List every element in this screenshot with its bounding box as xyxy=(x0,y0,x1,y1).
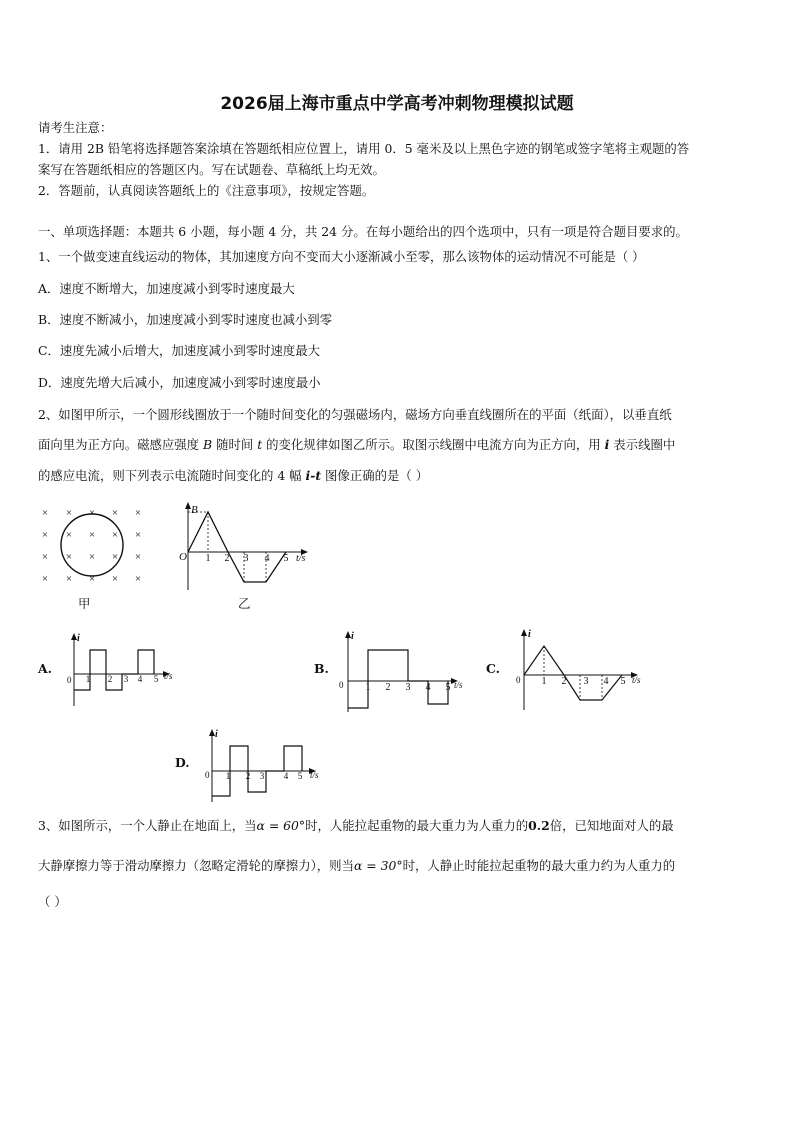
notice-item-1-line-1: 1．请用 2B 铅笔将选择题答案涂填在答题纸相应位置上，请用 0．5 毫米及以上黑色字迹的钢笔或签字笔将主观题的答 xyxy=(38,141,690,156)
q2-option-a-label: A. xyxy=(38,661,52,676)
q1-option-b: B．速度不断减小，加速度减小到零时速度也减小到零 xyxy=(38,312,333,327)
svg-text:4: 4 xyxy=(264,553,270,564)
figure-jia-label: 甲 xyxy=(78,596,91,611)
svg-text:3: 3 xyxy=(583,676,589,687)
svg-text:×: × xyxy=(111,551,119,563)
svg-text:i: i xyxy=(528,629,531,640)
svg-text:2: 2 xyxy=(224,553,230,564)
b-axis-label: B xyxy=(191,504,198,516)
q2-option-b-graph[interactable] xyxy=(334,628,474,716)
svg-text:×: × xyxy=(88,529,96,541)
q3-line-3: （ ） xyxy=(38,894,67,909)
svg-text:1: 1 xyxy=(541,676,547,687)
q2-option-c-graph[interactable] xyxy=(510,626,650,714)
svg-text:0: 0 xyxy=(205,770,210,780)
notice-item-2: 2．答题前，认真阅读答题纸上的《注意事项》，按规定答题。 xyxy=(38,183,375,198)
section-header: 一、单项选择题：本题共 6 小题，每小题 4 分，共 24 分。在每小题给出的四个选项中，只有一项是符合题目要求的。 xyxy=(38,224,688,239)
alpha-60: α = 60° xyxy=(256,818,306,833)
svg-text:i: i xyxy=(351,631,354,642)
q2-option-d-label: D. xyxy=(175,755,190,770)
coil-circle xyxy=(61,514,123,576)
svg-text:×: × xyxy=(41,551,49,563)
svg-text:2: 2 xyxy=(385,682,391,693)
svg-text:2: 2 xyxy=(561,676,567,687)
figure-jia-coil-in-field xyxy=(30,500,160,600)
svg-text:1: 1 xyxy=(365,682,371,693)
q2-option-a-graph[interactable] xyxy=(60,630,185,710)
field-crosses xyxy=(42,507,141,585)
b-curve xyxy=(188,512,286,582)
svg-text:5: 5 xyxy=(620,676,626,687)
origin-label: O xyxy=(179,551,187,563)
figure-yi-b-t-graph xyxy=(172,500,322,600)
svg-text:×: × xyxy=(88,551,96,563)
svg-text:0: 0 xyxy=(516,675,521,685)
svg-text:3: 3 xyxy=(259,771,265,781)
q1-option-a: A．速度不断增大，加速度减小到零时速度最大 xyxy=(38,281,295,296)
svg-text:1: 1 xyxy=(225,771,231,781)
svg-text:t/s: t/s xyxy=(632,675,641,685)
svg-text:i: i xyxy=(215,729,218,740)
svg-text:4: 4 xyxy=(425,682,431,693)
page-title: 2026届上海市重点中学高考冲刺物理模拟试题 xyxy=(220,94,574,114)
svg-text:×: × xyxy=(111,573,119,585)
svg-text:×: × xyxy=(111,507,119,519)
svg-text:4: 4 xyxy=(137,674,143,684)
svg-text:×: × xyxy=(134,529,142,541)
q1-stem: 1、一个做变速直线运动的物体，其加速度方向不变而大小逐渐减小至零，那么该物体的运动情况不可能是（ ） xyxy=(38,249,645,264)
svg-text:t/s: t/s xyxy=(310,770,319,780)
svg-text:3: 3 xyxy=(405,682,411,693)
svg-text:×: × xyxy=(65,507,73,519)
svg-text:2: 2 xyxy=(245,771,251,781)
svg-text:×: × xyxy=(88,507,96,519)
svg-text:×: × xyxy=(41,529,49,541)
notice-item-1-line-2: 案写在答题纸相应的答题区内。写在试题卷、草稿纸上均无效。 xyxy=(38,162,385,177)
svg-text:i: i xyxy=(77,633,80,644)
svg-text:×: × xyxy=(41,573,49,585)
svg-text:0: 0 xyxy=(339,680,344,690)
svg-text:4: 4 xyxy=(603,676,609,687)
svg-text:×: × xyxy=(134,507,142,519)
svg-text:5: 5 xyxy=(153,674,159,684)
alpha-30: α = 30° xyxy=(353,858,403,873)
figure-yi-label: 乙 xyxy=(238,596,251,611)
svg-text:×: × xyxy=(134,573,142,585)
t-axis-label: t/s xyxy=(296,553,306,564)
q1-option-d: D．速度先增大后减小，加速度减小到零时速度最小 xyxy=(38,375,321,390)
q2-option-d-graph[interactable] xyxy=(198,726,328,806)
svg-text:t/s: t/s xyxy=(164,671,173,681)
q2-line-2: 面向里为正方向。磁感应强度 B 随时间 t 的变化规律如图乙所示。取图示线圈中电流方向为正方向，用 i 表示线圈中 xyxy=(38,437,676,452)
svg-text:×: × xyxy=(65,573,73,585)
svg-text:1: 1 xyxy=(205,553,211,564)
q2-line-3: 的感应电流，则下列表示电流随时间变化的 4 幅 i-t 图像正确的是（ ） xyxy=(38,468,429,483)
svg-text:3: 3 xyxy=(243,553,249,564)
q3-line-2: 大静摩擦力等于滑动摩擦力（忽略定滑轮的摩擦力），则当α = 30°时，人静止时能拉起重物的最大重力约为人重力的 xyxy=(38,858,676,873)
q2-line-1: 2、如图甲所示，一个圆形线圈放于一个随时间变化的匀强磁场内，磁场方向垂直线圈所在的平面（纸面），以垂直纸 xyxy=(38,407,672,422)
svg-text:5: 5 xyxy=(297,771,303,781)
svg-text:×: × xyxy=(65,551,73,563)
svg-text:4: 4 xyxy=(283,771,289,781)
svg-text:×: × xyxy=(65,529,73,541)
svg-text:×: × xyxy=(41,507,49,519)
notice-heading: 请考生注意： xyxy=(38,120,113,135)
svg-text:×: × xyxy=(134,551,142,563)
q2-option-c-label: C. xyxy=(486,661,500,676)
svg-text:1: 1 xyxy=(85,674,91,684)
svg-text:t/s: t/s xyxy=(454,680,463,690)
svg-text:2: 2 xyxy=(107,674,113,684)
svg-text:×: × xyxy=(88,573,96,585)
q1-option-c: C．速度先减小后增大，加速度减小到零时速度最大 xyxy=(38,343,321,358)
q2-option-b-label: B. xyxy=(314,661,329,676)
svg-text:5: 5 xyxy=(283,553,289,564)
svg-text:5: 5 xyxy=(445,682,451,693)
q3-line-1: 3、如图所示，一个人静止在地面上，当α = 60°时，人能拉起重物的最大重力为人重力的0.2倍，已知地面对人的最 xyxy=(38,818,674,833)
svg-text:0: 0 xyxy=(67,675,72,685)
svg-text:×: × xyxy=(111,529,119,541)
svg-text:3: 3 xyxy=(123,674,129,684)
